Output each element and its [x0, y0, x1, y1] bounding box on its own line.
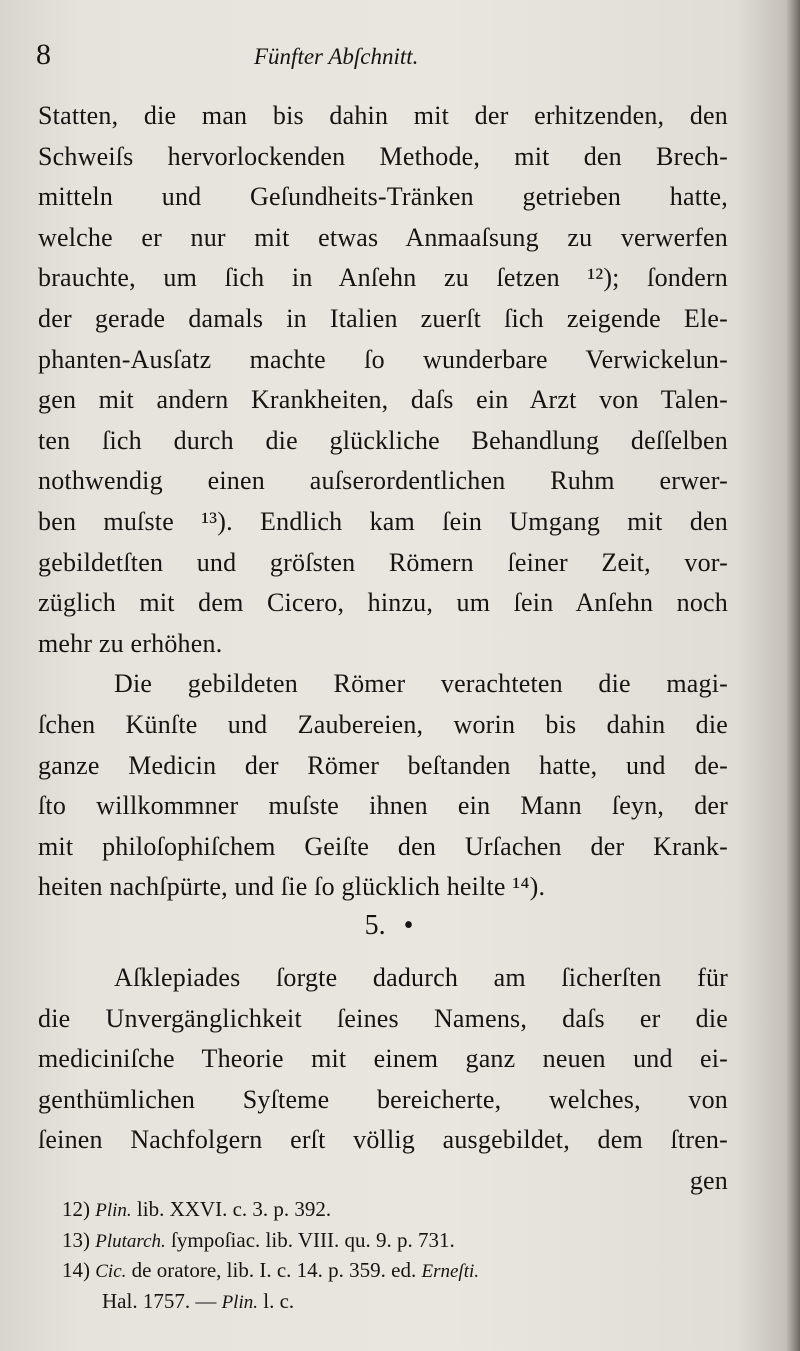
- text-line: mediciniſche Theorie mit einem ganz neuen und ei-: [38, 1044, 728, 1074]
- footnote-source: Plin.: [221, 1291, 258, 1313]
- section-number: 5.: [364, 910, 386, 941]
- text-line: gebildetſten und gröſsten Römern ſeiner Zeit, vor-: [38, 547, 728, 577]
- page-number: 8: [36, 38, 51, 71]
- footnote-number: 12): [62, 1197, 90, 1221]
- paragraph-1: [38, 96, 728, 908]
- text-line: züglich mit dem Cicero, hinzu, um ſein Anſehn noch: [38, 588, 728, 618]
- footnote-source: Plutarch.: [95, 1230, 166, 1252]
- text-line: ganze Medicin der Römer beſtanden hatte, und de-: [38, 750, 728, 780]
- text-line: mehr zu erhöhen.: [38, 628, 223, 658]
- page-header: [36, 38, 736, 82]
- text-line: mitteln und Geſundheits-Tränken getrieben hatte,: [38, 182, 728, 212]
- footnote-number: 14): [62, 1258, 90, 1282]
- catchword: gen: [689, 1165, 728, 1195]
- page-edge-shadow: [786, 0, 800, 1351]
- footnote-text: de oratore, lib. I. c. 14. p. 359. ed.: [131, 1258, 417, 1282]
- text-line: Aſklepiades ſorgte dadurch am ſicherſten für: [114, 963, 728, 992]
- text-line: gen mit andern Krankheiten, daſs ein Arzt von Talen-: [38, 385, 728, 415]
- text-line: Schweiſs hervorlockenden Methode, mit den Brech-: [38, 141, 728, 171]
- text-line: mit philoſophiſchem Geiſte den Urſachen der Krank-: [38, 831, 728, 861]
- text-line: die Unvergänglichkeit ſeines Namens, daſs er die: [38, 1003, 728, 1033]
- text-line: ſto willkommner muſste ihnen ein Mann ſeyn, der: [38, 791, 728, 821]
- footnote-text: l. c.: [263, 1288, 295, 1313]
- text-line: Statten, die man bis dahin mit der erhitzenden, den: [38, 101, 728, 130]
- text-line: der gerade damals in Italien zuerſt ſich zeigende Ele-: [38, 303, 728, 333]
- footnote-source: Cic.: [95, 1261, 127, 1282]
- footnote-14: [62, 1255, 742, 1286]
- footnote-editor: Erneſti.: [421, 1261, 480, 1282]
- text-line: ben muſste ¹³). Endlich kam ſein Umgang mit den: [38, 506, 728, 536]
- text-line: welche er nur mit etwas Anmaaſsung zu verwerfen: [38, 222, 728, 252]
- footnote-number: 13): [62, 1227, 90, 1252]
- footnote-source: Plin.: [95, 1200, 132, 1221]
- running-head: Fünfter Abſchnitt.: [254, 44, 419, 69]
- text-line: ſchen Künſte und Zaubereien, worin bis dahin die: [38, 709, 728, 739]
- text-line: ſeinen Nachfolgern erſt völlig ausgebildet, dem ſtren-: [38, 1125, 728, 1155]
- footnote-text: ſympoſiac. lib. VIII. qu. 9. p. 731.: [171, 1227, 455, 1252]
- footnote-14-continuation: [62, 1286, 742, 1317]
- footnote-text: Hal. 1757. —: [102, 1288, 217, 1313]
- text-line: nothwendig einen auſserordentlichen Ruhm erwer-: [38, 466, 728, 496]
- text-line: ten ſich durch die glückliche Behandlung deſſelben: [38, 425, 728, 455]
- text-line: brauchte, um ſich in Anſehn zu ſetzen ¹²); ſondern: [38, 263, 728, 293]
- text-line: heiten nachſpürte, und ſie ſo glücklich heilte ¹⁴).: [38, 872, 546, 902]
- text-line: genthümlichen Syſteme bereicherte, welches, von: [38, 1084, 728, 1114]
- footnote-text: lib. XXVI. c. 3. p. 392.: [136, 1197, 332, 1221]
- section-heading: [0, 910, 760, 942]
- paragraph-2: [38, 664, 728, 908]
- text-line: phanten-Ausſatz machte ſo wunderbare Verwickelun-: [38, 344, 728, 374]
- section-mark: •: [403, 910, 414, 941]
- footnotes: [62, 1194, 742, 1316]
- footnote-13: [62, 1225, 742, 1256]
- text-line: Die gebildeten Römer verachteten die magi-: [114, 669, 728, 699]
- paragraph-3: [38, 958, 728, 1202]
- footnote-12: [62, 1194, 742, 1225]
